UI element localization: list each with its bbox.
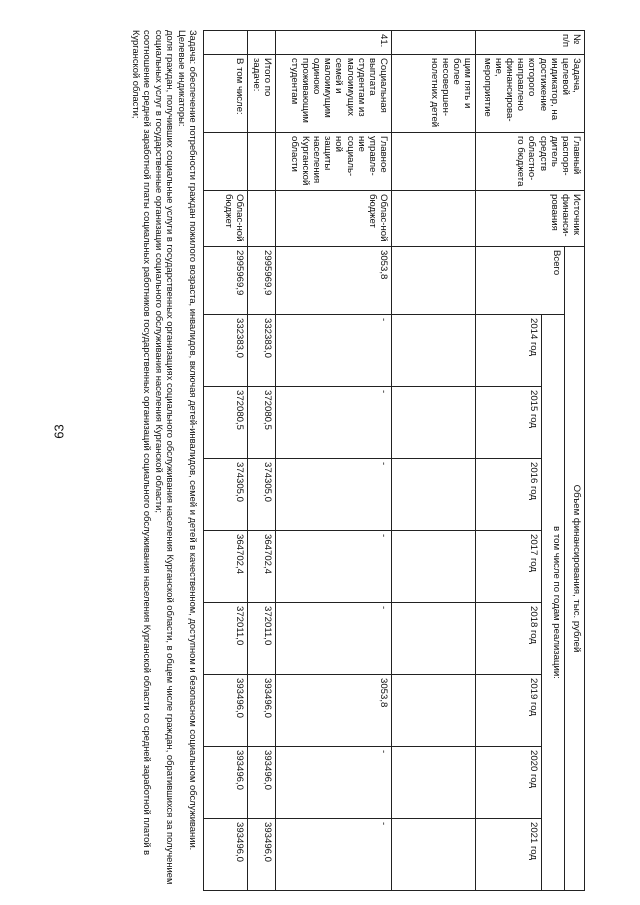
header-year: 2017 год [476, 531, 542, 603]
cell-source: Облас-ной бюджет [276, 191, 392, 247]
cell-task: Социальная выплата студентам из малоимущих семей и малоимущим одиноко проживающим студентам [276, 55, 392, 133]
task-statement: Задача: обеспечение потребности граждан пожилого возраста, инвалидов, включая детей-инвалидов, семей и детей в качественном, доступном и безопасном социальном обслуживании. [188, 30, 199, 851]
cell-value: 393496,0 [248, 819, 276, 891]
cell-total: 3053,8 [276, 247, 392, 315]
cell-value: 393496,0 [204, 747, 248, 819]
cell-total [392, 247, 476, 315]
cell-num [204, 31, 248, 55]
header-year: 2018 год [476, 603, 542, 675]
cell-manager [248, 133, 276, 191]
cell-source [248, 191, 276, 247]
task-description [130, 30, 199, 888]
cell-source [392, 191, 476, 247]
table-row [276, 31, 392, 891]
header-task: Задача, целевой индикатор, на достижение которого направлено финансирова-ние, мероприятие [476, 55, 585, 133]
cell-value: 393496,0 [248, 747, 276, 819]
cell-value [392, 387, 476, 459]
cell-value: 393496,0 [248, 675, 276, 747]
cell-task: щим пять и более несовершен-нолетних детей [392, 55, 476, 133]
table-row [248, 31, 276, 891]
cell-value [392, 531, 476, 603]
cell-value: - [276, 603, 392, 675]
cell-value: 332383,0 [248, 315, 276, 387]
cell-value: 374305,0 [248, 459, 276, 531]
cell-value [392, 819, 476, 891]
indicators-heading: Целевые индикаторы: [176, 30, 188, 127]
rotated-page-content [85, 30, 585, 890]
cell-value: 393496,0 [204, 675, 248, 747]
table-row [204, 31, 248, 891]
cell-value [392, 459, 476, 531]
cell-value: - [276, 819, 392, 891]
cell-value [392, 315, 476, 387]
cell-value: 3053,8 [276, 675, 392, 747]
header-year: 2015 год [476, 387, 542, 459]
cell-value: - [276, 387, 392, 459]
cell-value: 372080,5 [248, 387, 276, 459]
header-year: 2016 год [476, 459, 542, 531]
cell-value [392, 603, 476, 675]
cell-value [392, 747, 476, 819]
cell-value [392, 675, 476, 747]
header-num: № п/п [476, 31, 585, 55]
cell-value: 372080,5 [204, 387, 248, 459]
cell-total: 2995969,9 [204, 247, 248, 315]
table-row [392, 31, 476, 891]
cell-value: 374305,0 [204, 459, 248, 531]
indicator-text: доля граждан, получивших социальные услуги в государственных организациях социального обслуживания населения Курганской области, в общем числе граждан, обратившихся за получением социальных услуг в государственные организации социального обслуживания населения Курганской области; [153, 30, 177, 885]
cell-manager [204, 133, 248, 191]
financing-table [203, 30, 585, 891]
header-manager: Главный распоря-дитель средств областно-го бюджета [476, 133, 585, 191]
header-year: 2020 год [476, 747, 542, 819]
cell-num [392, 31, 476, 55]
cell-value: 364702,4 [204, 531, 248, 603]
header-year: 2019 год [476, 675, 542, 747]
cell-value: 364702,4 [248, 531, 276, 603]
header-year: 2014 год [476, 315, 542, 387]
cell-value: - [276, 315, 392, 387]
cell-task: Итого по задаче: [248, 55, 276, 133]
indicator-text: соотношение средней заработной платы социальных работников государственных организаций социального обслуживания населения Курганской области со средней заработной платой в Курганской области; [130, 30, 154, 856]
page-number: 63 [51, 424, 67, 439]
cell-manager [392, 133, 476, 191]
cell-task: В том числе: [204, 55, 248, 133]
header-year: 2021 год [476, 819, 542, 891]
cell-value: - [276, 531, 392, 603]
cell-value: 372011,0 [248, 603, 276, 675]
header-by-years: в том числе по годам реализации: [542, 315, 565, 891]
cell-num: 41. [276, 31, 392, 55]
cell-value: - [276, 459, 392, 531]
cell-value: 332383,0 [204, 315, 248, 387]
cell-source: Облас-ной бюджет [204, 191, 248, 247]
cell-value: 393496,0 [204, 819, 248, 891]
cell-value: 372011,0 [204, 603, 248, 675]
header-total: Всего [476, 247, 565, 315]
header-source: Источник финанси-рования [476, 191, 585, 247]
cell-manager: Главное управле-ние социаль-ной защиты населения Курганской области [276, 133, 392, 191]
cell-value: - [276, 747, 392, 819]
cell-total: 2995969,9 [248, 247, 276, 315]
header-volume: Объем финансирования, тыс. рублей [565, 247, 585, 891]
cell-num [248, 31, 276, 55]
